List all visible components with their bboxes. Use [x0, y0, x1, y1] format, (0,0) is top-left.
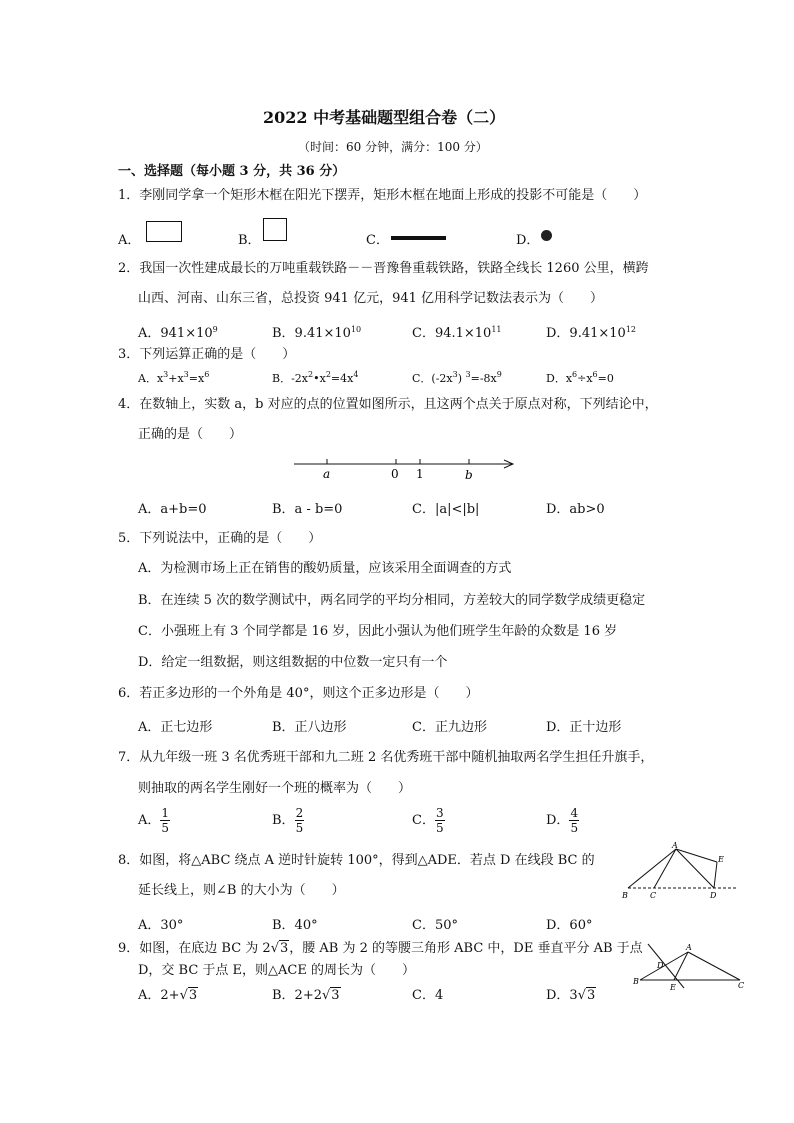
question-1-option-a: A． [118, 233, 141, 248]
question-5-option-d: D．给定一组数据，则这组数据的中位数一定只有一个 [138, 655, 448, 670]
question-9-stem-line2: D，交 BC 于点 E，则△ACE 的周长为（ ） [138, 963, 416, 978]
page-subtitle: （时间：60 分钟，满分：100 分） [298, 140, 488, 154]
question-3-option-b: B．$-2x^2•x^2=4x^4$ [272, 370, 359, 385]
question-9-option-b: B．2+2√3 [272, 988, 340, 1003]
point-label-e: E [670, 983, 676, 992]
label-a: a [323, 467, 331, 481]
line-segment-shape [391, 236, 446, 240]
question-6-option-b: B．正八边形 [272, 720, 347, 735]
question-2-stem-line1: 2．我国一次性建成最长的万吨重载铁路－－晋豫鲁重载铁路，铁路全线长 1260 公里，横跨 [118, 261, 649, 276]
question-5-option-a: A．为检测市场上正在销售的酸奶质量，应该采用全面调查的方式 [138, 561, 512, 576]
point-label-e: E [718, 855, 724, 864]
question-4-option-d: D．ab>0 [546, 502, 605, 517]
question-2-option-c: C．$94.1\times 10^{11}$ [412, 325, 502, 341]
question-9-stem-line1: 9．如图，在底边 BC 为 2√3，腰 AB 为 2 的等腰三角形 ABC 中，DE 垂直平分 AB 于点 [118, 941, 643, 956]
dot-shape [541, 230, 552, 241]
question-9-option-c: C．4 [412, 988, 444, 1003]
point-label-b: B [633, 977, 639, 986]
point-label-d: D [657, 961, 664, 970]
rectangle-shape [146, 221, 182, 242]
point-label-c: C [738, 981, 745, 990]
question-6-option-c: C．正九边形 [412, 720, 487, 735]
question-7-option-b: B． $\frac{2}{5}$ [272, 806, 304, 835]
perpendicular-bisector-line [648, 944, 684, 988]
label-zero: 0 [391, 467, 399, 481]
question-5-option-b: B．在连续 5 次的数学测试中，两名同学的平均分相同，方差较大的同学数学成绩更稳定 [138, 593, 646, 608]
number-line-figure [290, 450, 520, 482]
page-title: 2022 中考基础题型组合卷（二） [263, 108, 506, 127]
question-6-option-a: A．正七边形 [138, 720, 213, 735]
question-5-option-c: C．小强班上有 3 个同学都是 16 岁，因此小强认为他们班学生年龄的众数是 16 岁 [138, 624, 618, 639]
segment-ab [628, 849, 676, 888]
question-3-option-c: C．$(-2x^3)$ $^3=-8x^9$ [412, 370, 502, 385]
question-7-option-c: C． $\frac{3}{5}$ [412, 806, 444, 835]
question-4-option-b: B．a - b=0 [272, 502, 343, 517]
segment-ac [654, 849, 676, 888]
question-7-stem-line2: 则抽取的两名学生刚好一个班的概率为（ ） [138, 781, 412, 796]
question-8-option-d: D．60° [546, 918, 593, 933]
question-4-option-a: A．a+b=0 [138, 502, 207, 517]
question-3-option-d: D．$x^6\div x^6=0$ [546, 370, 614, 385]
segment-de [714, 862, 717, 888]
question-2-option-b: B．$9.41\times 10^{10}$ [272, 325, 362, 341]
question-8-stem-line1: 8．如图，将△ABC 绕点 A 逆时针旋转 100°，得到△ADE．若点 D 在线段 BC 的 [118, 853, 595, 868]
point-label-a: A [672, 841, 678, 850]
isosceles-triangle-figure [630, 938, 748, 994]
question-2-option-a: A．$941\times 10^9$ [138, 325, 218, 341]
question-8-option-a: A．30° [138, 918, 184, 933]
question-3-stem: 3．下列运算正确的是（ ） [118, 347, 296, 362]
point-label-a: A [686, 943, 692, 952]
question-1-option-b: B． [238, 233, 261, 248]
section-heading: 一、选择题（每小题 3 分，共 36 分） [118, 164, 346, 179]
question-4-option-c: C．|a|<|b| [412, 502, 480, 517]
question-8-option-c: C．50° [412, 918, 458, 933]
point-label-d: D [710, 891, 717, 900]
question-6-option-d: D．正十边形 [546, 720, 622, 735]
question-6-stem: 6．若正多边形的一个外角是 40°，则这个正多边形是（ ） [118, 686, 479, 701]
question-1-option-c: C． [366, 233, 389, 248]
sqrt-symbol: √3 [270, 941, 289, 956]
question-3-option-a: A．$x^3+x^3=x^6$ [138, 370, 210, 385]
square-shape [263, 218, 287, 241]
question-1-option-d: D． [516, 233, 540, 248]
question-5-stem: 5．下列说法中，正确的是（ ） [118, 531, 322, 546]
question-4-stem-line2: 正确的是（ ） [138, 427, 243, 442]
question-9-option-d: D．3√3 [546, 988, 596, 1003]
segment-ac [688, 952, 740, 980]
label-one: 1 [416, 467, 424, 481]
label-b: b [465, 468, 473, 482]
point-label-b: B [622, 891, 628, 900]
question-7-option-a: A． $\frac{1}{5}$ [138, 806, 170, 835]
question-4-stem-line1: 4．在数轴上，实数 a，b 对应的点的位置如图所示，且这两个点关于原点对称，下列结论中， [118, 397, 658, 412]
question-2-stem-line2: 山西、河南、山东三省，总投资 941 亿元，941 亿用科学记数法表示为（ ） [138, 291, 604, 306]
question-2-option-d: D．$9.41\times 10^{12}$ [546, 325, 636, 341]
question-7-stem-line1: 7．从九年级一班 3 名优秀班干部和九二班 2 名优秀班干部中随机抽取两名学生担任升旗手， [118, 750, 654, 765]
question-7-option-d: D． $\frac{4}{5}$ [546, 806, 579, 835]
question-9-option-a: A．2+√3 [138, 988, 198, 1003]
question-8-stem-line2: 延长线上，则∠B 的大小为（ ） [138, 883, 345, 898]
question-8-option-b: B．40° [272, 918, 318, 933]
question-1-stem: 1．李刚同学拿一个矩形木框在阳光下摆弄，矩形木框在地面上形成的投影不可能是（ ） [118, 188, 647, 203]
rotation-triangle-figure [618, 838, 742, 902]
point-label-c: C [650, 891, 657, 900]
